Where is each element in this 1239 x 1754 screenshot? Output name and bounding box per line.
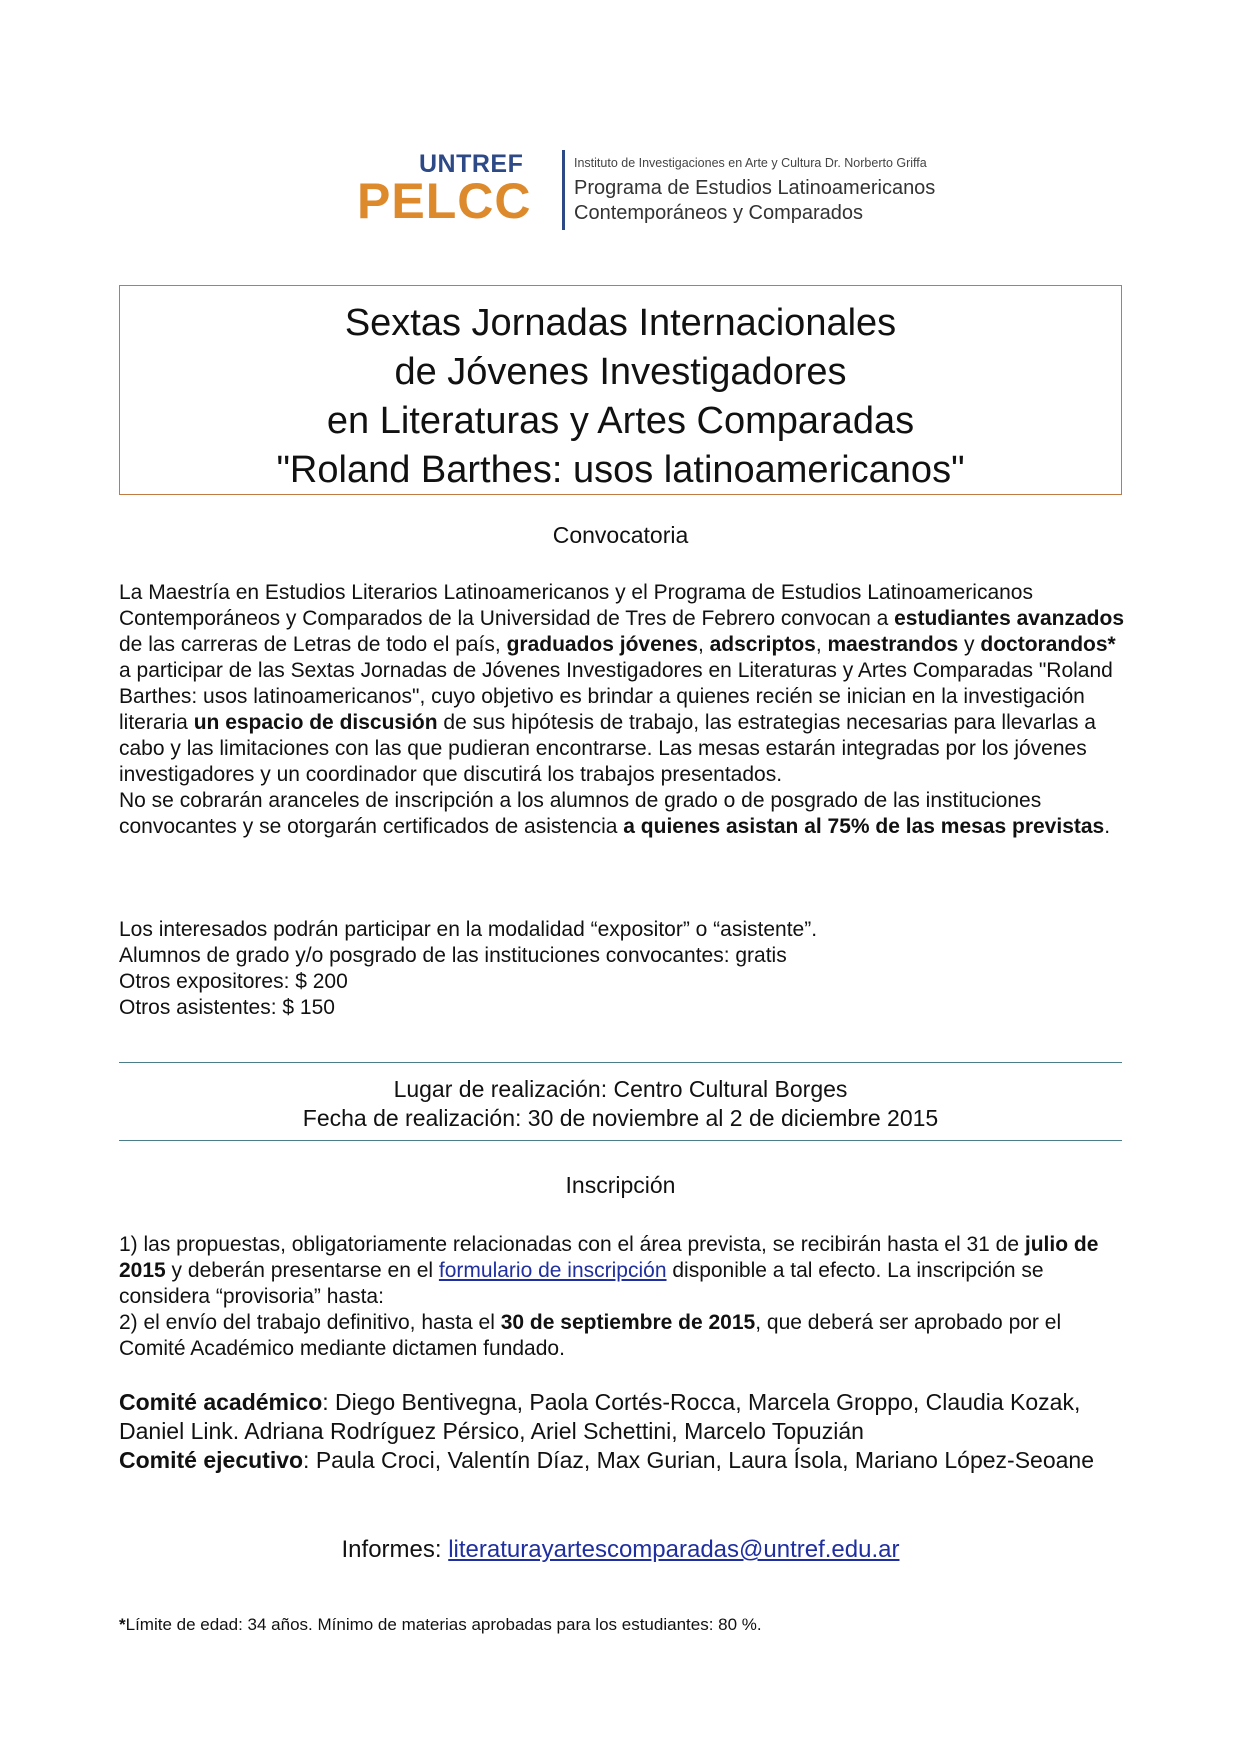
inscripcion-step-2: 2) el envío del trabajo definitivo, hasta el 30 de septiembre de 2015, que deberá ser aprobado por el Comité Académico mediante dictamen fundado. [119, 1311, 1062, 1360]
footnote-text: Límite de edad: 34 años. Mínimo de materias aprobadas para los estudiantes: 80 %. [125, 1615, 762, 1634]
comite-block [119, 1388, 1129, 1475]
event-title [120, 299, 1121, 495]
logo-program-line1: Programa de Estudios Latinoamericanos [574, 177, 936, 199]
title-box [119, 285, 1122, 495]
footnote-star: * [119, 1615, 126, 1634]
title-line-2: de Jóvenes Investigadores [394, 351, 847, 393]
venue-place: Lugar de realización: Centro Cultural Borges [393, 1076, 848, 1102]
inscripcion-step-1: 1) las propuestas, obligatoriamente relacionadas con el área prevista, se recibirán hasta el 31 de julio de 2015 y deberán presentarse en el formulario de inscripción disponible a tal efecto. La inscripción se considera “provisoria” hasta: [119, 1233, 1099, 1308]
fees-modalidad: Los interesados podrán participar en la modalidad “expositor” o “asistente”. [119, 918, 818, 941]
title-line-3: en Literaturas y Artes Comparadas [326, 400, 915, 442]
venue-block [119, 1075, 1122, 1133]
divider-bottom [119, 1140, 1122, 1141]
logo-pelcc-text: PELCC [357, 173, 532, 229]
divider-top [119, 1062, 1122, 1063]
convocatoria-paragraph-2: No se cobrarán aranceles de inscripción a los alumnos de grado o de posgrado de las instituciones convocantes y se otorgarán certificados de asistencia a quienes asistan al 75% de las mesas previstas. [119, 789, 1111, 838]
title-line-1: Sextas Jornadas Internacionales [344, 302, 897, 344]
logo-untref-text: UNTREF [419, 150, 524, 178]
convocatoria-paragraph-1: La Maestría en Estudios Literarios Latinoamericanos y el Programa de Estudios Latinoamericanos Contemporáneos y Comparados de la Universidad de Tres de Febrero convocan a estudiantes avanzados de las carreras de Letras de todo el país, graduados jóvenes, adscriptos, maestrandos y doctorandos* a participar de las Sextas Jornadas de Jóvenes Investigadores en Literaturas y Artes Comparadas "Roland Barthes: usos latinoamericanos", cuyo objetivo es brindar a quienes recién se inician en la investigación literaria un espacio de discusión de sus hipótesis de trabajo, las estrategias necesarias para llevarlas a cabo y las limitaciones con las que pudieran encontrarse. Las mesas estarán integradas por los jóvenes investigadores y un coordinador que discutirá los trabajos presentados. [119, 581, 1125, 786]
informes-line [119, 1536, 1122, 1564]
informes-label: Informes: [341, 1536, 449, 1563]
footnote [119, 1612, 1129, 1638]
logo-program-name [574, 176, 935, 226]
comite-academico: Comité académico: Diego Bentivegna, Paola Cortés-Rocca, Marcela Groppo, Claudia Kozak, Daniel Link. Adriana Rodríguez Pérsico, Ariel Schettini, Marcelo Topuzián [119, 1389, 1081, 1444]
logo-program-line2: Contemporáneos y Comparados [574, 202, 864, 224]
inscripcion-body [119, 1232, 1129, 1362]
inscripcion-heading: Inscripción [565, 1172, 676, 1198]
logo-divider [562, 150, 565, 230]
title-line-4: "Roland Barthes: usos latinoamericanos" [276, 449, 965, 491]
fees-alumnos: Alumnos de grado y/o posgrado de las instituciones convocantes: gratis [119, 944, 787, 967]
inscription-form-link[interactable]: formulario de inscripción [438, 1259, 667, 1282]
convocatoria-heading: Convocatoria [552, 522, 689, 548]
logo-institute-name: Instituto de Investigaciones en Arte y Cultura Dr. Norberto Griffa [574, 156, 927, 170]
comite-ejecutivo: Comité ejecutivo: Paula Croci, Valentín Díaz, Max Gurian, Laura Ísola, Mariano López-Seoane [119, 1447, 1094, 1473]
venue-date: Fecha de realización: 30 de noviembre al 2 de diciembre 2015 [302, 1105, 939, 1131]
contact-email-link[interactable]: literaturayartescomparadas@untref.edu.ar [448, 1536, 900, 1563]
fees-asistentes: Otros asistentes: $ 150 [119, 996, 335, 1019]
fees-block [119, 917, 1129, 1021]
convocatoria-body [119, 580, 1129, 840]
fees-expositores: Otros expositores: $ 200 [119, 970, 348, 993]
